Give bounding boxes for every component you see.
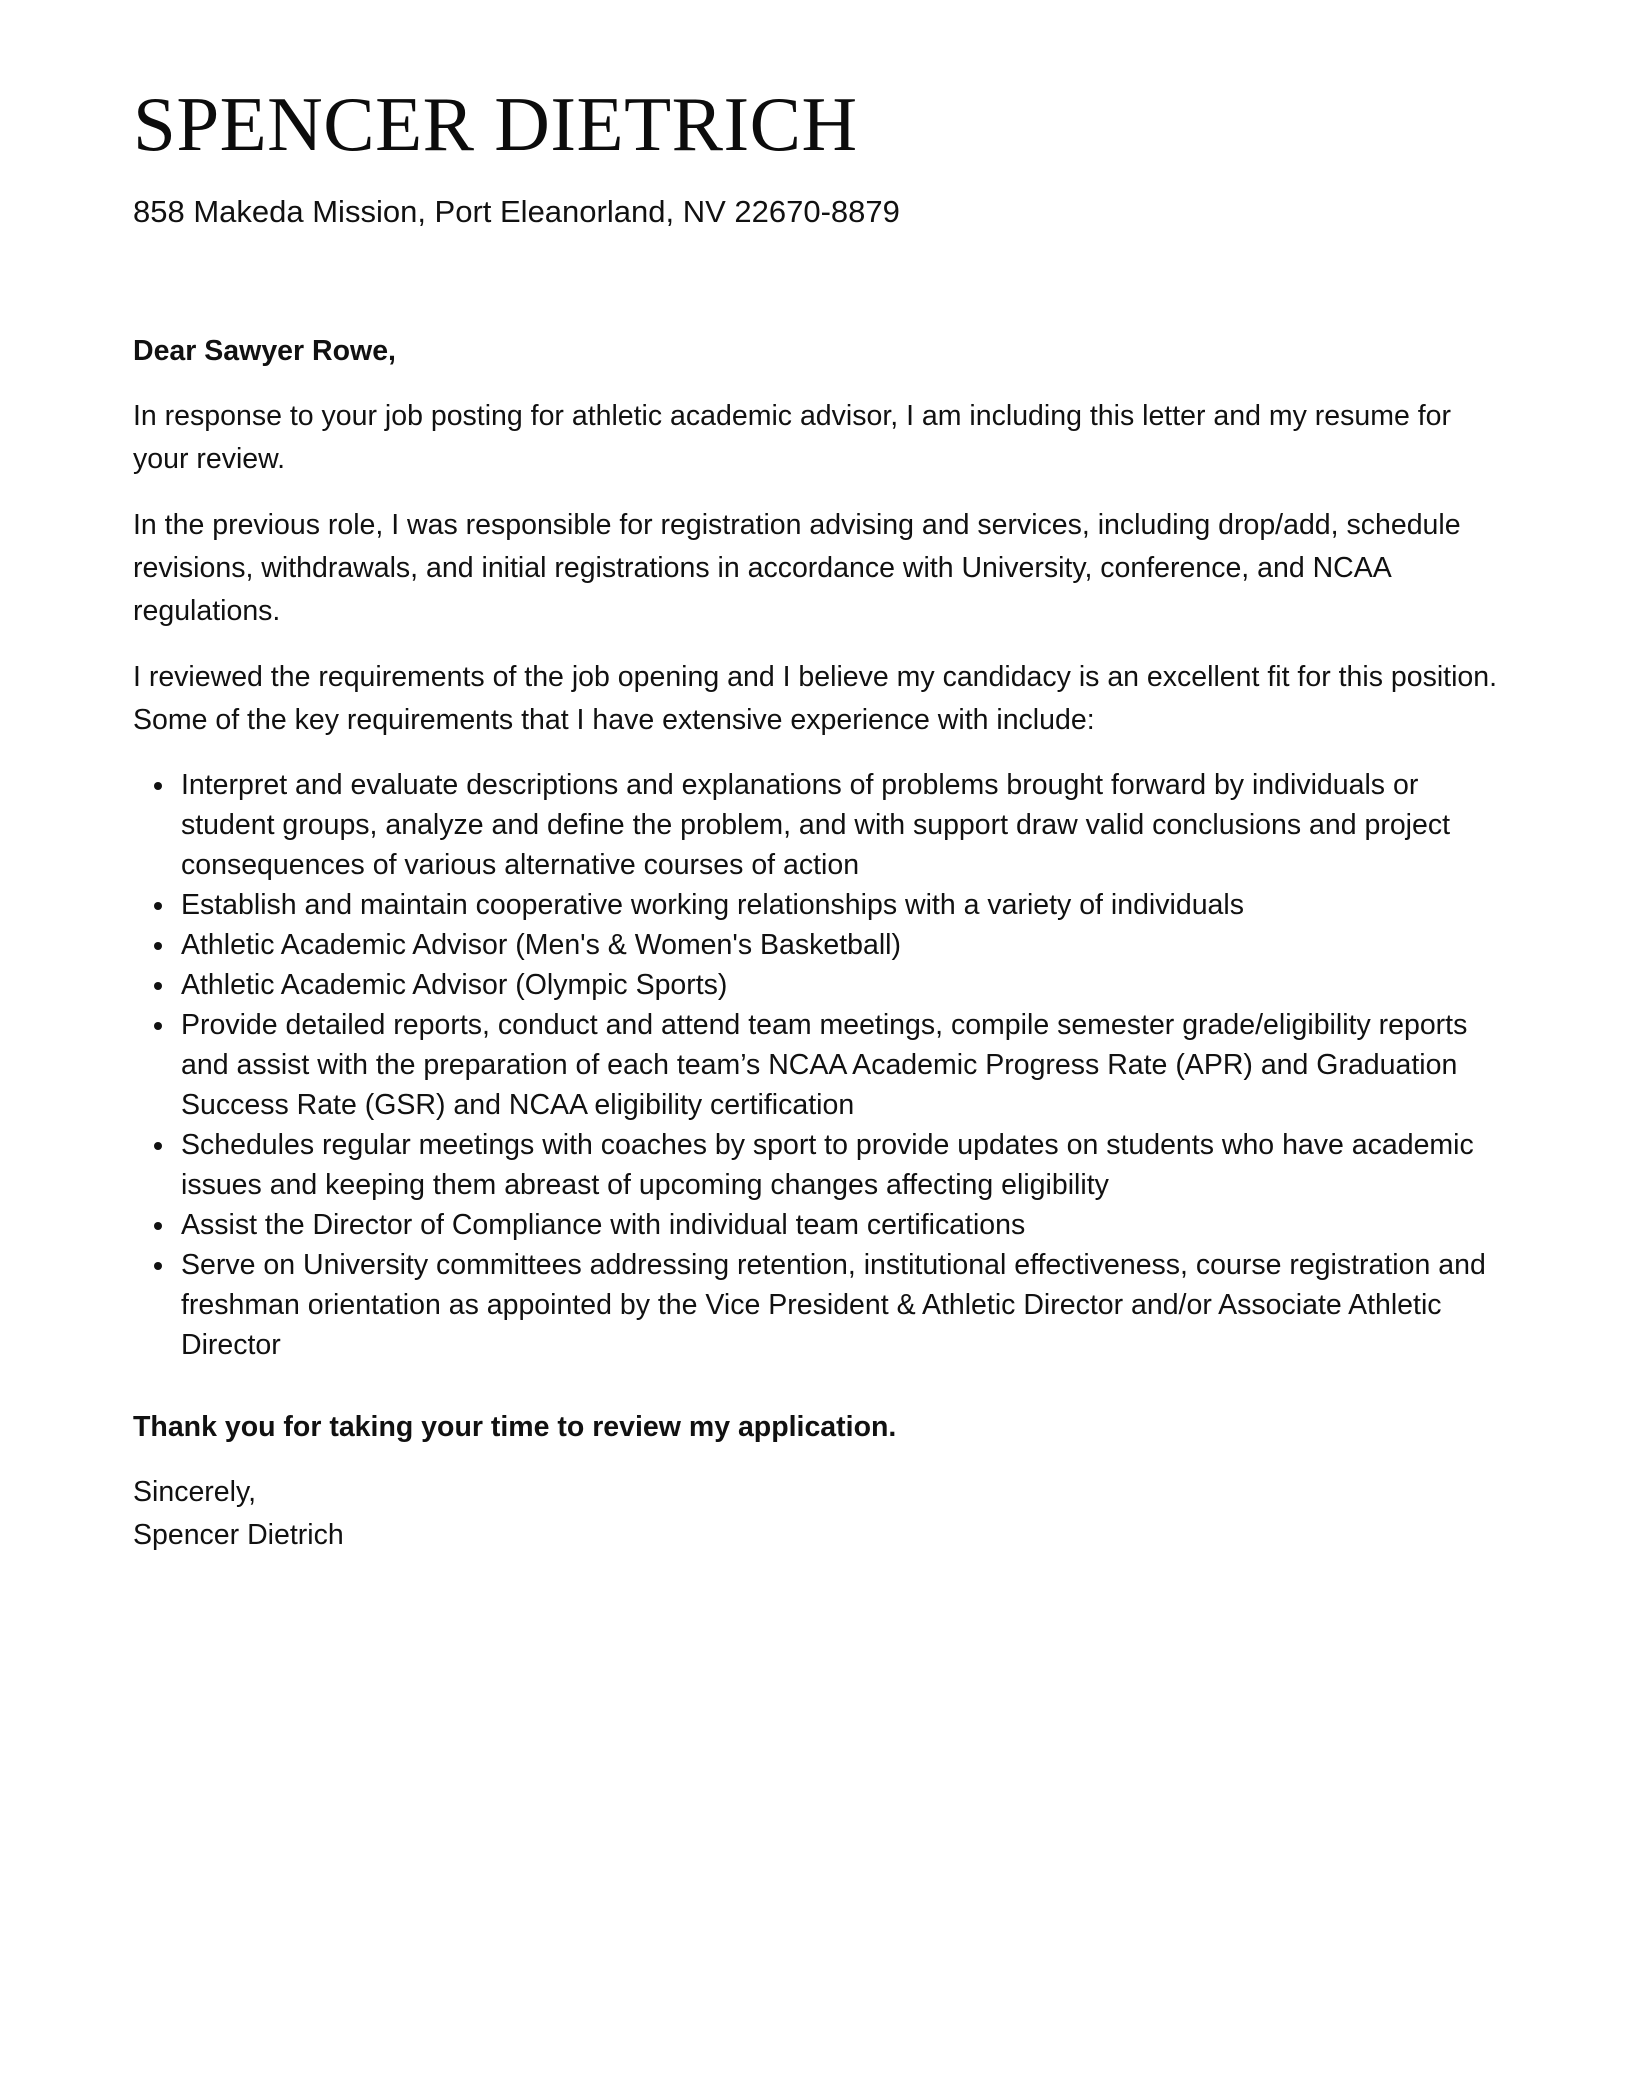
signature-name: Spencer Dietrich xyxy=(133,1519,344,1551)
letter-body xyxy=(133,330,1503,1557)
greeting: Dear Sawyer Rowe, xyxy=(133,335,396,367)
paragraph-requirements-intro: I reviewed the requirements of the job opening and I believe my candidacy is an excellent fit for this position. Some of the key requirements that I have extensive experience with include: xyxy=(133,661,1498,736)
list-item: Provide detailed reports, conduct and attend team meetings, compile semester grade/eligibility reports and assist with the preparation of each team’s NCAA Academic Progress Rate (APR) and Graduation Success Rate (GSR) and NCAA eligibility certification xyxy=(181,1005,1503,1125)
sign-off: Sincerely, xyxy=(133,1476,257,1508)
list-item: Establish and maintain cooperative working relationships with a variety of individuals xyxy=(181,885,1503,925)
list-item: Interpret and evaluate descriptions and explanations of problems brought forward by individuals or student groups, analyze and define the problem, and with support draw valid conclusions and project consequences of various alternative courses of action xyxy=(181,765,1503,885)
list-item: Assist the Director of Compliance with individual team certifications xyxy=(181,1205,1503,1245)
paragraph-intro: In response to your job posting for athletic academic advisor, I am including this letter and my resume for your review. xyxy=(133,400,1451,475)
thank-you-line: Thank you for taking your time to review my application. xyxy=(133,1411,897,1443)
list-item: Athletic Academic Advisor (Men's & Women's Basketball) xyxy=(181,925,1503,965)
requirements-list xyxy=(133,765,1503,1365)
applicant-address: 858 Makeda Mission, Port Eleanorland, NV 22670-8879 xyxy=(133,194,900,229)
paragraph-previous-role: In the previous role, I was responsible for registration advising and services, including drop/add, schedule revisions, withdrawals, and initial registrations in accordance with University, conference, and NCAA regulations. xyxy=(133,509,1461,627)
list-item: Serve on University committees addressing retention, institutional effectiveness, course registration and freshman orientation as appointed by the Vice President & Athletic Director and/or Associate Athletic Director xyxy=(181,1245,1503,1365)
list-item: Athletic Academic Advisor (Olympic Sports) xyxy=(181,965,1503,1005)
applicant-name: SPENCER DIETRICH xyxy=(133,81,858,167)
list-item: Schedules regular meetings with coaches by sport to provide updates on students who have academic issues and keeping them abreast of upcoming changes affecting eligibility xyxy=(181,1125,1503,1205)
closing xyxy=(133,1471,1503,1557)
